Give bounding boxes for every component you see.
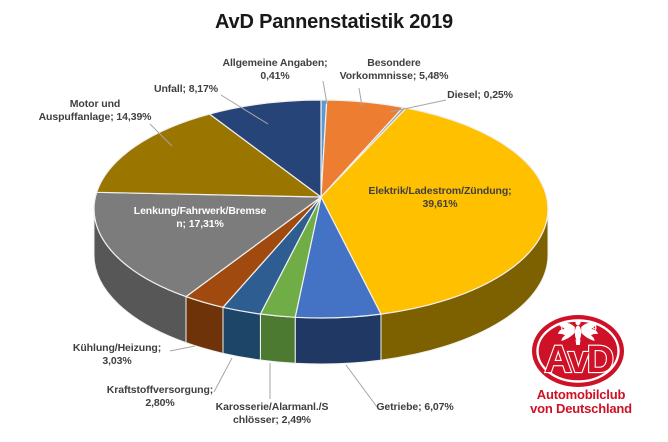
label-line: 2,80%	[145, 396, 175, 409]
rim-karosserie	[260, 314, 295, 363]
label-line: Elektrik/Ladestrom/Zündung;	[368, 185, 512, 197]
label-line: 3,03%	[102, 354, 132, 367]
leader-getriebe	[346, 365, 377, 407]
label-line: Diesel; 0,25%	[447, 89, 513, 101]
label-getriebe	[376, 401, 453, 414]
logo-monogram: AvD	[544, 339, 612, 381]
label-unfall	[154, 83, 218, 96]
label-line: n; 17,31%	[176, 217, 224, 230]
label-allgemeine	[222, 57, 327, 82]
label-line: 39,61%	[422, 197, 458, 210]
label-line: Kraftstoffversorgung;	[106, 384, 214, 396]
label-motor	[39, 98, 152, 123]
label-line: 0,41%	[260, 69, 290, 82]
logo-year-right: 99	[587, 323, 597, 333]
label-besondere	[340, 57, 449, 82]
label-line: Lenkung/Fahrwerk/Bremse	[133, 205, 267, 217]
label-line: Kühlung/Heizung;	[72, 342, 162, 354]
logo-year-left: 18	[559, 323, 569, 333]
label-line: Besondere	[367, 57, 421, 69]
label-line: Vorkommnisse; 5,48%	[339, 69, 449, 82]
avd-logo	[532, 315, 624, 387]
chart-title: AvD Pannenstatistik 2019	[215, 11, 453, 33]
label-kuehlung	[73, 342, 161, 367]
label-karosserie	[216, 401, 329, 426]
label-line: Getriebe; 6,07%	[376, 401, 454, 413]
label-line: Motor und	[69, 98, 121, 110]
leader-kraftstoff	[214, 358, 232, 392]
label-line: Unfall; 8,17%	[153, 83, 219, 95]
label-lenkung	[134, 205, 267, 230]
label-line: Karosserie/Alarmanl./S	[215, 401, 329, 413]
leader-kuehlung	[170, 346, 195, 351]
logo-caption	[530, 388, 632, 415]
label-line: Allgemeine Angaben;	[222, 57, 328, 69]
label-elektrik	[368, 185, 511, 210]
label-line: chlösser; 2,49%	[233, 413, 311, 426]
label-line: Auspuffanlage; 14,39%	[38, 110, 152, 123]
label-diesel	[447, 89, 513, 102]
logo-caption-line2: von Deutschland	[530, 400, 632, 416]
rim-kraftstoff	[223, 307, 260, 360]
rim-getriebe	[295, 314, 381, 364]
label-kraftstoff	[107, 384, 213, 409]
logo-caption-line1: Automobilclub	[536, 387, 626, 402]
